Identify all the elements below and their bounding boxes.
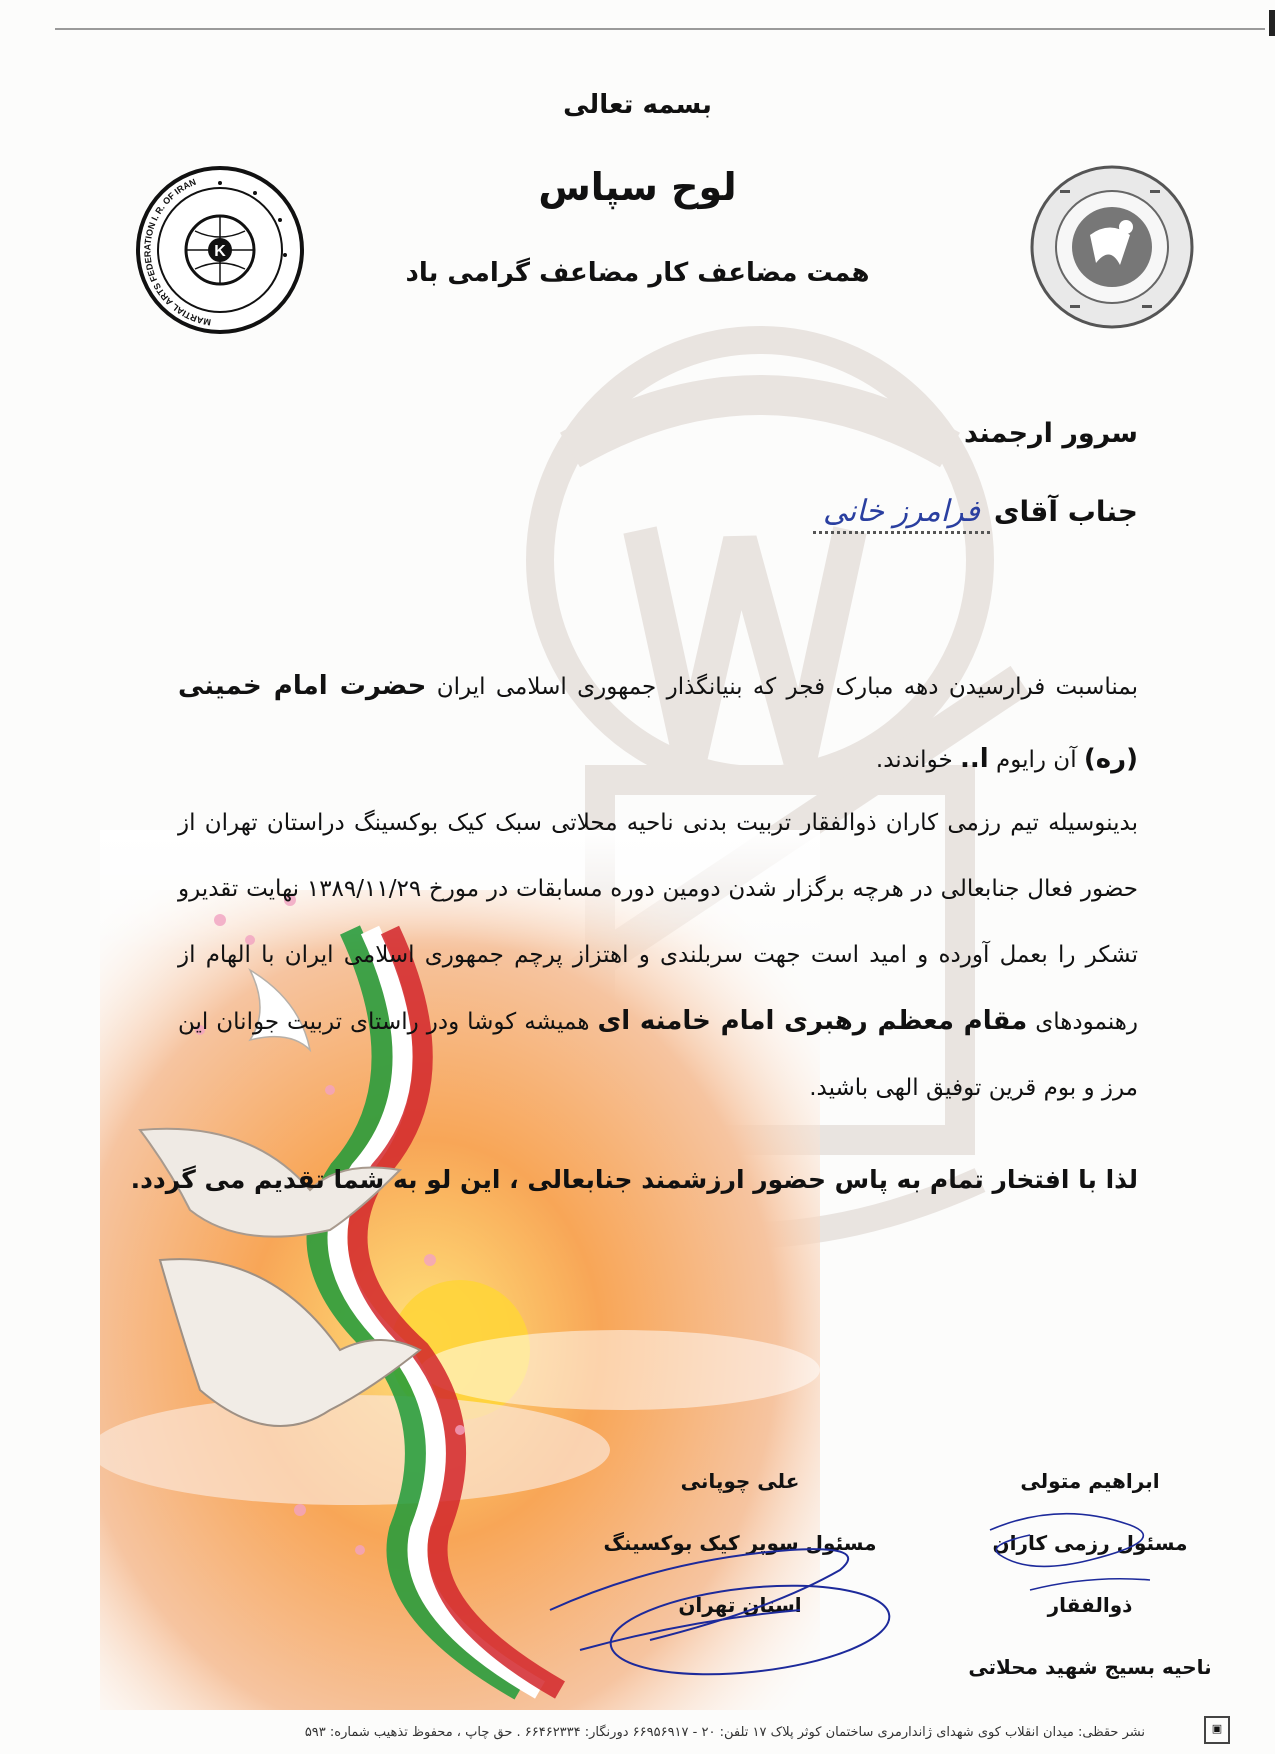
basmala: بسمه تعالی: [563, 90, 712, 120]
certificate-title: لوح سپاس: [538, 165, 737, 209]
paragraph-closing: لذا با افتخار تمام به پاس حضور ارزشمند جنابعالی ، این لو به شما تقدیم می گردد.: [130, 1165, 1138, 1194]
p1-text-a: بمناسبت فرارسیدن دهه مبارک فجر که بنیانگذار جمهوری اسلامی ایران: [436, 674, 1138, 700]
paragraph-appreciation: [178, 790, 1138, 1121]
certificate-subtitle: همت مضاعف کار مضاعف گرامی باد: [405, 258, 870, 288]
p1-text-c: خواندند.: [875, 747, 953, 773]
p2-bold-leader: مقام معظم رهبری امام خامنه ای: [597, 1006, 1028, 1036]
signatory-unit-left: استان تهران: [678, 1593, 802, 1617]
signatory-name-right: ابراهیم متولی: [1020, 1469, 1160, 1493]
top-border-line: [55, 28, 1265, 30]
logo-ring-text: MARTIAL ARTS FEDERATION I. R. OF IRAN: [142, 176, 212, 328]
recipient-name: فرامرز خانی: [813, 494, 990, 534]
signatory-role-left: مسئول سوپر کیک بوکسینگ: [603, 1531, 877, 1555]
signatory-unit-right: ناحیه بسیج شهید محلاتی: [968, 1655, 1212, 1679]
recipient-prefix: جناب آقای: [993, 495, 1138, 528]
recipient-line: [813, 494, 1138, 534]
signature-scribble-right: [970, 1500, 1200, 1620]
p1-bold-imam: حضرت امام خمینی: [178, 671, 427, 701]
logo-letter: K: [214, 243, 226, 260]
publisher-icon: ▣: [1204, 1716, 1230, 1744]
p1-text-b: آن رایوم: [995, 747, 1077, 773]
signature-scribble-left: [540, 1490, 900, 1680]
footer-publisher: نشر حقظی: میدان انقلاب کوی شهدای ژاندارمری ساختمان کوثر پلاک ۱۷ تلفن: ۲۰ - ۶۶۹۵۶۹۱۷ دورنگار: ۶۶۴۶۲۳۳۴ . حق چاپ ، محفوظ تذهیب شماره: ۵۹۳: [304, 1725, 1145, 1740]
paragraph-occasion: [178, 650, 1138, 796]
salutation: سرور ارجمند: [963, 418, 1138, 449]
corner-mark: [1269, 10, 1275, 36]
signatory-name-left: علی چوپانی: [680, 1469, 800, 1493]
p2-text-b: همیشه کوشا ودر راستای تربیت جوانان این مرز و بوم قرین توفیق الهی باشید.: [178, 1009, 1138, 1101]
signatory-role-right: مسئول رزمی کاران ذوالفقار: [992, 1531, 1188, 1617]
p1-bold-allah: ا..: [959, 744, 989, 774]
p2-text-a: بدینوسیله تیم رزمی کاران ذوالفقار تربیت بدنی ناحیه محلاتی سبک کیک بوکسینگ دراستان تهران از حضور فعال جنابعالی در هرچه برگزار شدن دومین دوره مسابقات در مورخ ۱۳۸۹/۱۱/۲۹ نهایت تقدیرو تشکر را بعمل آورده و امید است جهت سربلندی و اهتزاز پرچم جمهوری اسلامی ایران با الهام از رهنمودهای: [178, 810, 1139, 1035]
p1-bold-rah: (ره): [1083, 744, 1138, 774]
